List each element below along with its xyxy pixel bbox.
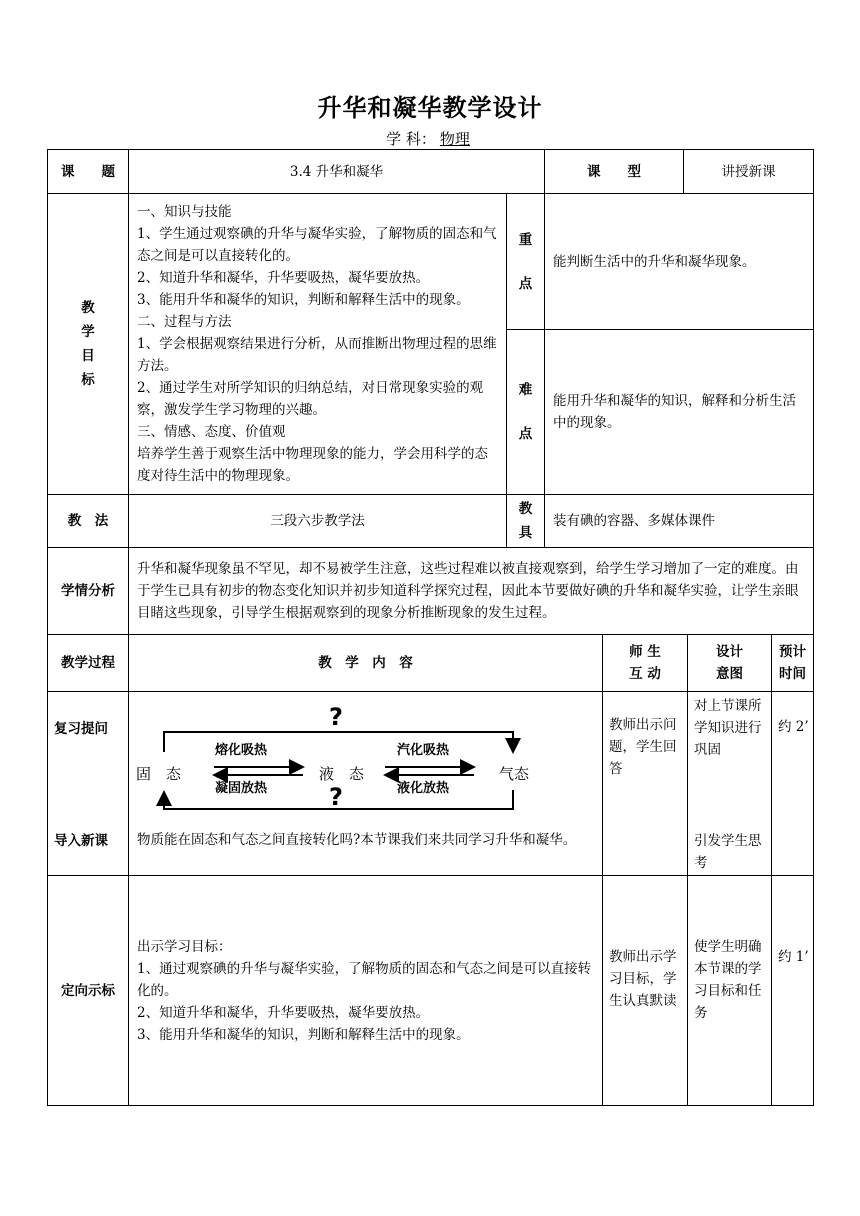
method-label: 教 法 bbox=[47, 494, 129, 548]
content-header: 教 学 内 容 bbox=[128, 634, 603, 692]
orient-line: 2、知道升华和凝华，升华要吸热，凝华要放热。 bbox=[137, 1004, 430, 1021]
orient-line: 1、通过观察碘的升华与凝华实验，了解物质的固态和气态之间是可以直接转化的。 bbox=[137, 960, 592, 999]
type-label: 课 型 bbox=[544, 149, 684, 194]
liquefy-label: 液化放热 bbox=[397, 781, 450, 796]
review-time: 约 2’ bbox=[771, 691, 814, 876]
review-design-2: 引发学生思考 bbox=[694, 833, 762, 871]
subject-label: 学 科： bbox=[386, 130, 436, 148]
difficulty-label: 难 点 bbox=[506, 329, 545, 495]
goals-label: 教 学 目 标 bbox=[47, 193, 129, 495]
goals-line: 1、学生通过观察碘的升华与凝华实验，了解物质的固态和气态之间是可以直接转化的。 bbox=[137, 226, 497, 264]
review-design-1: 对上节课所学知识进行巩固 bbox=[694, 698, 762, 758]
gas-state: 气态 bbox=[499, 765, 530, 783]
design-header: 设计 意图 bbox=[687, 634, 772, 692]
review-content bbox=[128, 691, 603, 876]
melt-label: 熔化吸热 bbox=[215, 743, 268, 758]
liquid-state: 液 态 bbox=[319, 765, 365, 783]
lesson-plan-table bbox=[47, 149, 814, 1106]
review-interaction: 教师出示问题，学生回答 bbox=[602, 691, 688, 876]
goals-text bbox=[128, 193, 507, 495]
intro-label: 导入新课 bbox=[54, 833, 108, 849]
key-point-text: 能判断生活中的升华和凝华现象。 bbox=[544, 193, 814, 330]
goals-line: 二、过程与方法 bbox=[137, 314, 232, 330]
goals-line: 三、情感、态度、价值观 bbox=[137, 424, 286, 440]
orient-interaction: 教师出示学习目标，学生认真默读 bbox=[602, 875, 688, 1106]
subject-value: 物理 bbox=[439, 130, 470, 148]
solid-state: 固 态 bbox=[136, 765, 182, 783]
orient-design: 使学生明确本节课的学习目标和任务 bbox=[687, 875, 772, 1106]
goals-line: 2、通过学生对所学知识的归纳总结，对日常现象实验的观察，激发学生学习物理的兴趣。 bbox=[137, 380, 484, 418]
review-label: 复习提问 bbox=[54, 721, 108, 737]
time-header: 预计 时间 bbox=[771, 634, 814, 692]
goals-line: 2、知道升华和凝华，升华要吸热，凝华要放热。 bbox=[137, 270, 430, 286]
topic-label: 课 题 bbox=[47, 149, 129, 194]
freeze-label: 凝固放热 bbox=[215, 781, 268, 796]
orient-label: 定向示标 bbox=[47, 875, 129, 1106]
page-title: 升华和凝华教学设计 bbox=[317, 94, 543, 122]
process-header: 教学过程 bbox=[47, 634, 129, 692]
review-label-cell bbox=[47, 691, 129, 876]
orient-line: 出示学习目标： bbox=[137, 938, 232, 955]
situation-label: 学情分析 bbox=[47, 547, 129, 635]
topic-value: 3.4 升华和凝华 bbox=[128, 149, 545, 194]
type-value: 讲授新课 bbox=[683, 149, 814, 194]
orient-content bbox=[128, 875, 603, 1106]
question-mark-top: ? bbox=[329, 703, 343, 731]
difficulty-text: 能用升华和凝华的知识，解释和分析生活中的现象。 bbox=[544, 329, 814, 495]
orient-time: 约 1’ bbox=[771, 875, 814, 1106]
goals-line: 培养学生善于观察生活中物理现象的能力，学会用科学的态度对待生活中的物理现象。 bbox=[137, 446, 488, 484]
vaporize-label: 汽化吸热 bbox=[397, 743, 450, 758]
review-design bbox=[687, 691, 772, 876]
goals-line: 3、能用升华和凝华的知识，判断和解释生活中的现象。 bbox=[137, 292, 470, 308]
method-value: 三段六步教学法 bbox=[128, 494, 507, 548]
goals-line: 1、学会根据观察结果进行分析，从而推断出物理过程的思维方法。 bbox=[137, 336, 497, 374]
subject-line bbox=[0, 128, 860, 149]
intro-text: 物质能在固态和气态之间直接转化吗?本节课我们来共同学习升华和凝华。 bbox=[137, 832, 577, 848]
situation-text: 升华和凝华现象虽不罕见，却不易被学生注意，这些过程难以被直接观察到，给学生学习增加了一定的难度。由于学生已具有初步的物态变化知识并初步知道科学探究过程，因此本节要做好碘的升华和凝华实验，让学生亲眼目睹这些现象，引导学生根据观察到的现象分析推断现象的发生过程。 bbox=[128, 547, 814, 635]
state-change-diagram bbox=[129, 692, 599, 822]
interaction-header: 师 生 互 动 bbox=[602, 634, 688, 692]
key-point-label: 重 点 bbox=[506, 193, 545, 330]
goals-line: 一、知识与技能 bbox=[137, 204, 232, 220]
tools-value: 装有碘的容器、多媒体课件 bbox=[544, 494, 814, 548]
orient-line: 3、能用升华和凝华的知识，判断和解释生活中的现象。 bbox=[137, 1026, 470, 1043]
question-mark-bottom: ? bbox=[329, 783, 343, 811]
tools-label: 教 具 bbox=[506, 494, 545, 548]
